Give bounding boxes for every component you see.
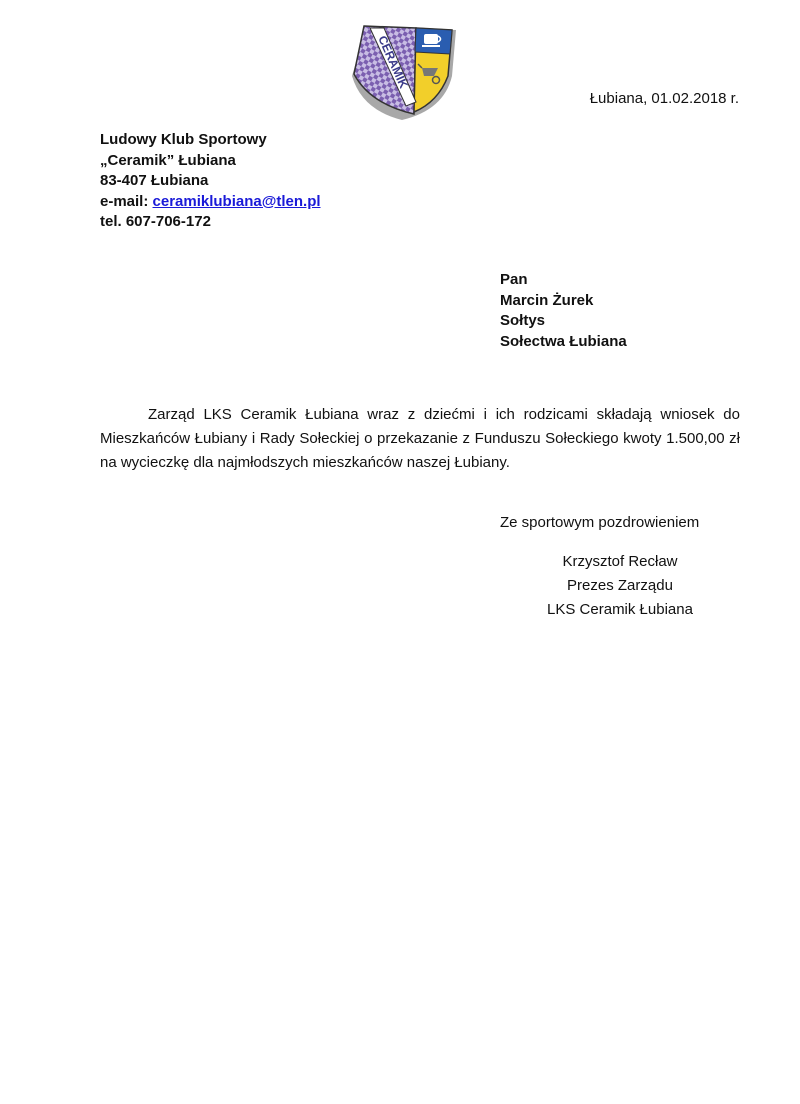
recipient-office: Sołectwa Łubiana (500, 332, 627, 350)
signature-block (520, 550, 720, 622)
recipient-address-block (500, 270, 627, 352)
letter-date: Łubiana, 01.02.2018 r. (589, 90, 739, 107)
letter-closing: Ze sportowym pozdrowieniem (500, 514, 700, 531)
sender-phone: tel. 607-706-172 (100, 213, 211, 230)
recipient-title: Sołtys (500, 312, 546, 329)
email-link[interactable]: ceramiklubiana@tlen.pl (152, 192, 321, 210)
sender-postal-address: 83-407 Łubiana (100, 172, 209, 189)
sender-address-block (100, 130, 321, 233)
recipient-name: Marcin Żurek (500, 291, 594, 309)
sender-club-name: „Ceramik” Łubiana (100, 151, 236, 169)
letter-body-paragraph: Zarząd LKS Ceramik Łubiana wraz z dziećmi i ich rodzicami składają wniosek do Mieszkańców Łubiany i Rady Sołeckiej o przekazanie z Funduszu Sołeckiego kwoty 1.500,00 zł na wycieczkę dla najmłodszych mieszkańców naszej Łubiany. (100, 406, 740, 471)
signatory-name: Krzysztof Recław (562, 553, 678, 570)
signatory-organization: LKS Ceramik Łubiana (547, 601, 693, 618)
sender-org-type: Ludowy Klub Sportowy (100, 131, 267, 148)
club-crest-logo (344, 24, 458, 122)
recipient-salutation: Pan (500, 271, 528, 288)
crest-lettering: CERAMIK (375, 33, 411, 91)
email-label: e-mail: (100, 192, 153, 210)
signatory-role: Prezes Zarządu (567, 577, 673, 594)
sender-email-line (100, 192, 321, 213)
